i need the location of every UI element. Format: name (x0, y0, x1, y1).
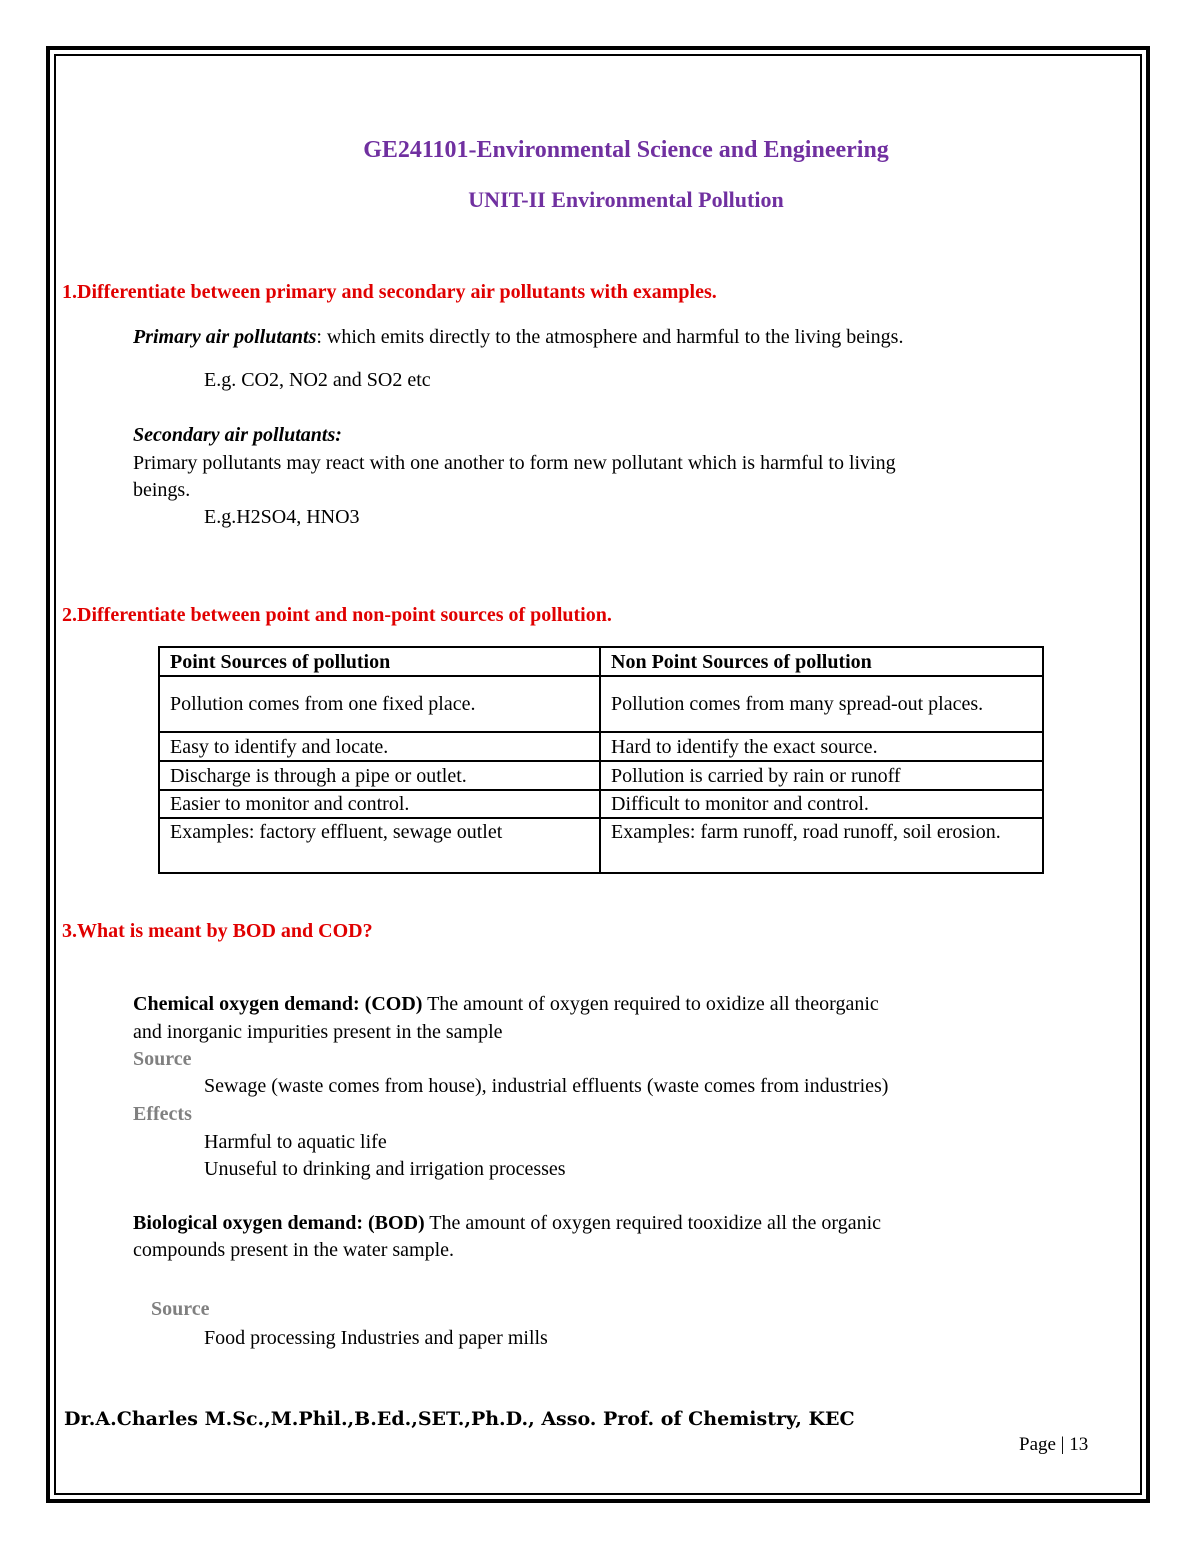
cod-label: Chemical oxygen demand: (COD) (133, 993, 423, 1015)
table-cell: Hard to identify the exact source. (600, 732, 1043, 761)
cod-definition (133, 993, 879, 1016)
table-row (159, 818, 1043, 873)
table-row (159, 790, 1043, 818)
secondary-text-line2: beings. (133, 479, 191, 501)
table-cell: Pollution comes from many spread-out places. (600, 676, 1043, 732)
primary-text: : which emits directly to the atmosphere and harmful to the living beings. (316, 326, 904, 348)
table-row (159, 732, 1043, 761)
table-cell: Difficult to monitor and control. (600, 790, 1043, 818)
cod-source-label: Source (133, 1048, 192, 1070)
question-2: 2.Differentiate between point and non-point sources of pollution. (62, 604, 612, 626)
cod-source-text: Sewage (waste comes from house), industrial effluents (waste comes from industries) (204, 1075, 889, 1097)
table-cell: Easy to identify and locate. (159, 732, 600, 761)
table-cell: Examples: farm runoff, road runoff, soil erosion. (600, 818, 1043, 873)
table-row (159, 761, 1043, 790)
question-1: 1.Differentiate between primary and secondary air pollutants with examples. (62, 281, 717, 303)
course-title: GE241101-Environmental Science and Engineering (363, 137, 889, 163)
table-cell: Pollution is carried by rain or runoff (600, 761, 1043, 790)
cod-text-line1: The amount of oxygen required to oxidize all theorganic (422, 993, 879, 1015)
table-header-nonpoint: Non Point Sources of pollution (600, 647, 1043, 676)
secondary-label: Secondary air pollutants: (133, 424, 342, 446)
cod-effect-1: Harmful to aquatic life (204, 1131, 387, 1153)
bod-source-label: Source (151, 1298, 210, 1320)
table-cell: Discharge is through a pipe or outlet. (159, 761, 600, 790)
table-cell: Examples: factory effluent, sewage outlet (159, 818, 600, 873)
cod-effect-2: Unuseful to drinking and irrigation processes (204, 1158, 566, 1180)
primary-definition (133, 326, 903, 349)
primary-label: Primary air pollutants (133, 326, 317, 348)
table-row (159, 676, 1043, 732)
secondary-text-line1: Primary pollutants may react with one another to form new pollutant which is harmful to living (133, 452, 896, 474)
footer-author: Dr.A.Charles M.Sc.,M.Phil.,B.Ed.,SET.,Ph.D., Asso. Prof. of Chemistry, KEC (64, 1408, 855, 1430)
table-header-point: Point Sources of pollution (159, 647, 600, 676)
unit-title: UNIT-II Environmental Pollution (468, 187, 784, 212)
primary-example: E.g. CO2, NO2 and SO2 etc (204, 369, 431, 391)
page-number: Page | 13 (1019, 1434, 1089, 1455)
secondary-example: E.g.H2SO4, HNO3 (204, 506, 360, 528)
bod-source-text: Food processing Industries and paper mills (204, 1327, 548, 1349)
question-3: 3.What is meant by BOD and COD? (62, 920, 373, 942)
bod-text-line2: compounds present in the water sample. (133, 1239, 455, 1261)
bod-label: Biological oxygen demand: (BOD) (133, 1212, 425, 1234)
bod-definition (133, 1212, 881, 1235)
table-header-row (159, 647, 1043, 676)
table-cell: Easier to monitor and control. (159, 790, 600, 818)
bod-text-line1: The amount of oxygen required tooxidize all the organic (424, 1212, 882, 1234)
sources-table (158, 646, 1044, 874)
cod-text-line2: and inorganic impurities present in the sample (133, 1021, 503, 1043)
table-cell: Pollution comes from one fixed place. (159, 676, 600, 732)
cod-effects-label: Effects (133, 1103, 192, 1125)
